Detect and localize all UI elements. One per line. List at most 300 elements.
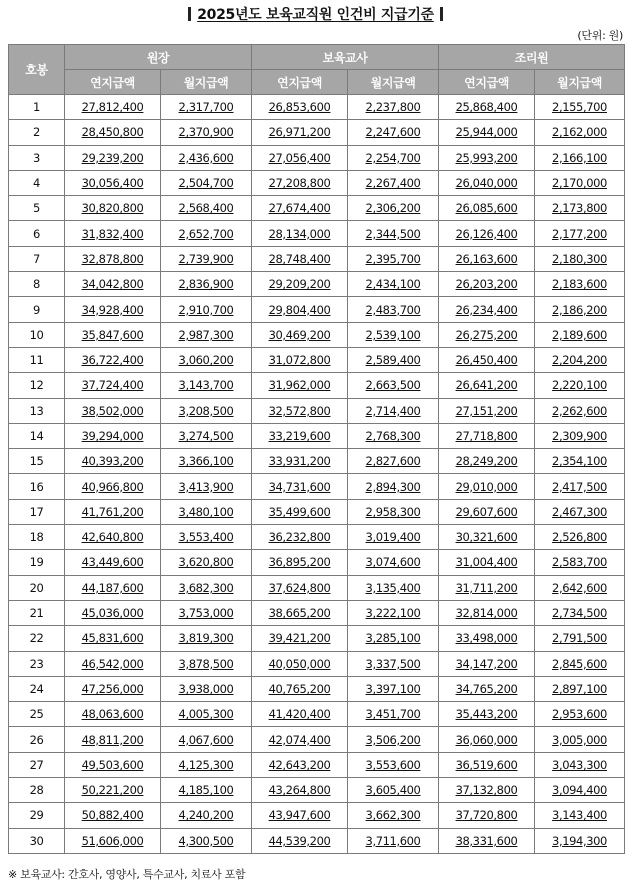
amount-value: 3,711,600 — [365, 833, 421, 848]
cook-monthly — [535, 676, 625, 701]
amount-value: 45,831,600 — [81, 631, 144, 646]
header-step: 호봉 — [9, 45, 65, 95]
cook-annual — [439, 145, 535, 170]
amount-value: 26,641,200 — [455, 378, 518, 393]
cook-monthly — [535, 449, 625, 474]
amount-value: 2,589,400 — [365, 353, 421, 368]
teacher-monthly — [348, 120, 439, 145]
director-monthly — [161, 423, 252, 448]
amount-value: 47,256,000 — [81, 681, 144, 696]
amount-value: 2,170,000 — [552, 176, 607, 191]
director-monthly — [161, 196, 252, 221]
amount-value: 29,804,400 — [268, 302, 331, 317]
amount-value: 44,539,200 — [268, 833, 331, 848]
director-annual — [65, 95, 161, 120]
amount-value: 50,882,400 — [81, 808, 144, 823]
table-row — [9, 828, 625, 853]
cook-monthly — [535, 474, 625, 499]
director-monthly — [161, 398, 252, 423]
cook-monthly — [535, 373, 625, 398]
teacher-monthly — [348, 702, 439, 727]
amount-value: 2,183,600 — [552, 277, 607, 292]
amount-value: 3,938,000 — [178, 681, 234, 696]
cook-annual — [439, 221, 535, 246]
teacher-monthly — [348, 170, 439, 195]
amount-value: 37,720,800 — [455, 808, 518, 823]
director-monthly — [161, 626, 252, 651]
teacher-annual — [252, 170, 348, 195]
cook-annual — [439, 600, 535, 625]
amount-value: 27,812,400 — [81, 100, 144, 115]
amount-value: 2,417,500 — [552, 479, 607, 494]
cook-annual — [439, 727, 535, 752]
step-cell: 9 — [9, 297, 65, 322]
director-monthly — [161, 449, 252, 474]
table-row — [9, 676, 625, 701]
cook-monthly — [535, 246, 625, 271]
teacher-monthly — [348, 373, 439, 398]
cook-annual — [439, 752, 535, 777]
amount-value: 26,085,600 — [455, 201, 518, 216]
title-bar-right — [440, 7, 443, 21]
teacher-monthly — [348, 499, 439, 524]
director-monthly — [161, 828, 252, 853]
amount-value: 2,504,700 — [178, 176, 234, 191]
teacher-annual — [252, 676, 348, 701]
teacher-monthly — [348, 525, 439, 550]
amount-value: 35,847,600 — [81, 327, 144, 342]
table-row — [9, 297, 625, 322]
teacher-monthly — [348, 550, 439, 575]
amount-value: 26,163,600 — [455, 251, 518, 266]
amount-value: 4,067,600 — [178, 732, 234, 747]
amount-value: 2,768,300 — [365, 429, 421, 443]
amount-value: 29,607,600 — [455, 504, 518, 519]
amount-value: 45,036,000 — [81, 606, 144, 621]
amount-value: 2,344,500 — [365, 226, 421, 241]
step-cell: 23 — [9, 651, 65, 676]
amount-value: 3,620,800 — [178, 555, 234, 570]
step-cell: 1 — [9, 95, 65, 120]
director-monthly — [161, 525, 252, 550]
amount-value: 2,958,300 — [365, 504, 421, 519]
header-annual: 연지급액 — [439, 70, 535, 95]
teacher-annual — [252, 272, 348, 297]
table-row — [9, 727, 625, 752]
director-monthly — [161, 221, 252, 246]
teacher-monthly — [348, 449, 439, 474]
amount-value: 2,652,700 — [178, 226, 234, 241]
teacher-annual — [252, 449, 348, 474]
header-group-cook: 조리원 — [439, 45, 625, 70]
amount-value: 44,187,600 — [81, 580, 144, 595]
cook-annual — [439, 803, 535, 828]
amount-value: 26,971,200 — [268, 125, 331, 140]
amount-value: 26,040,000 — [455, 176, 518, 191]
cook-monthly — [535, 550, 625, 575]
director-annual — [65, 702, 161, 727]
amount-value: 42,643,200 — [268, 757, 331, 772]
table-row — [9, 474, 625, 499]
amount-value: 31,004,400 — [455, 555, 518, 570]
director-annual — [65, 246, 161, 271]
amount-value: 2,262,600 — [552, 403, 607, 418]
table-row — [9, 600, 625, 625]
teacher-annual — [252, 803, 348, 828]
director-annual — [65, 651, 161, 676]
amount-value: 39,294,000 — [81, 429, 144, 443]
amount-value: 2,254,700 — [365, 150, 421, 165]
cook-annual — [439, 95, 535, 120]
cook-monthly — [535, 702, 625, 727]
director-monthly — [161, 600, 252, 625]
table-row — [9, 221, 625, 246]
step-cell: 20 — [9, 575, 65, 600]
amount-value: 34,147,200 — [455, 656, 518, 671]
amount-value: 28,450,800 — [81, 125, 144, 140]
director-monthly — [161, 651, 252, 676]
director-annual — [65, 803, 161, 828]
cook-annual — [439, 297, 535, 322]
cook-annual — [439, 246, 535, 271]
amount-value: 50,221,200 — [81, 783, 144, 798]
amount-value: 35,443,200 — [455, 707, 518, 722]
director-monthly — [161, 702, 252, 727]
amount-value: 2,739,900 — [178, 251, 234, 266]
teacher-monthly — [348, 145, 439, 170]
amount-value: 3,553,400 — [178, 530, 234, 545]
cook-monthly — [535, 272, 625, 297]
amount-value: 3,553,600 — [365, 757, 421, 772]
step-cell: 21 — [9, 600, 65, 625]
teacher-monthly — [348, 676, 439, 701]
director-annual — [65, 474, 161, 499]
amount-value: 32,814,000 — [455, 606, 518, 621]
cook-monthly — [535, 145, 625, 170]
cook-monthly — [535, 727, 625, 752]
amount-value: 36,232,800 — [268, 530, 331, 545]
step-cell: 29 — [9, 803, 65, 828]
title-bar-left — [188, 7, 191, 21]
table-row — [9, 347, 625, 372]
amount-value: 38,331,600 — [455, 833, 518, 848]
teacher-annual — [252, 575, 348, 600]
cook-monthly — [535, 499, 625, 524]
amount-value: 2,370,900 — [178, 125, 234, 140]
table-body — [9, 95, 625, 854]
teacher-annual — [252, 474, 348, 499]
cook-monthly — [535, 398, 625, 423]
step-cell: 18 — [9, 525, 65, 550]
director-monthly — [161, 120, 252, 145]
cook-annual — [439, 373, 535, 398]
cook-annual — [439, 575, 535, 600]
amount-value: 31,072,800 — [268, 353, 331, 368]
teacher-monthly — [348, 423, 439, 448]
amount-value: 2,177,200 — [552, 226, 607, 241]
amount-value: 25,993,200 — [455, 150, 518, 165]
director-annual — [65, 727, 161, 752]
director-annual — [65, 272, 161, 297]
page-title — [182, 4, 449, 24]
amount-value: 2,220,100 — [552, 378, 607, 393]
step-cell: 16 — [9, 474, 65, 499]
director-monthly — [161, 145, 252, 170]
director-monthly — [161, 95, 252, 120]
amount-value: 26,450,400 — [455, 353, 518, 368]
amount-value: 2,836,900 — [178, 277, 234, 292]
table-row — [9, 95, 625, 120]
amount-value: 43,449,600 — [81, 555, 144, 570]
unit-label: (단위: 원) — [577, 29, 623, 42]
teacher-annual — [252, 120, 348, 145]
director-annual — [65, 600, 161, 625]
step-cell: 28 — [9, 778, 65, 803]
amount-value: 3,819,300 — [178, 631, 234, 646]
teacher-annual — [252, 525, 348, 550]
table-row — [9, 575, 625, 600]
teacher-monthly — [348, 778, 439, 803]
table-row — [9, 398, 625, 423]
cook-monthly — [535, 575, 625, 600]
amount-value: 3,005,000 — [552, 732, 607, 747]
director-monthly — [161, 272, 252, 297]
cook-monthly — [535, 626, 625, 651]
amount-value: 30,056,400 — [81, 176, 144, 191]
director-monthly — [161, 575, 252, 600]
cook-monthly — [535, 196, 625, 221]
teacher-monthly — [348, 95, 439, 120]
teacher-annual — [252, 95, 348, 120]
amount-value: 2,247,600 — [365, 125, 421, 140]
teacher-annual — [252, 145, 348, 170]
step-cell: 10 — [9, 322, 65, 347]
teacher-annual — [252, 373, 348, 398]
header-monthly: 월지급액 — [535, 70, 625, 95]
director-monthly — [161, 752, 252, 777]
amount-value: 2,483,700 — [365, 302, 421, 317]
table-row — [9, 145, 625, 170]
amount-value: 2,189,600 — [552, 327, 607, 342]
step-cell: 15 — [9, 449, 65, 474]
table-row — [9, 322, 625, 347]
table-row — [9, 752, 625, 777]
amount-value: 2,845,600 — [552, 656, 607, 671]
teacher-annual — [252, 651, 348, 676]
amount-value: 41,761,200 — [81, 504, 144, 519]
cook-monthly — [535, 600, 625, 625]
cook-annual — [439, 651, 535, 676]
amount-value: 3,480,100 — [178, 504, 234, 519]
teacher-annual — [252, 322, 348, 347]
amount-value: 26,203,200 — [455, 277, 518, 292]
step-cell: 24 — [9, 676, 65, 701]
amount-value: 32,572,800 — [268, 403, 331, 418]
director-monthly — [161, 246, 252, 271]
director-monthly — [161, 170, 252, 195]
header-row-groups — [9, 45, 625, 70]
director-annual — [65, 778, 161, 803]
teacher-annual — [252, 246, 348, 271]
table-row — [9, 778, 625, 803]
teacher-annual — [252, 550, 348, 575]
amount-value: 3,143,700 — [178, 378, 234, 393]
step-cell: 22 — [9, 626, 65, 651]
amount-value: 34,765,200 — [455, 681, 518, 696]
teacher-monthly — [348, 196, 439, 221]
amount-value: 3,413,900 — [178, 479, 234, 494]
cook-annual — [439, 778, 535, 803]
director-annual — [65, 525, 161, 550]
amount-value: 33,219,600 — [268, 429, 331, 443]
amount-value: 35,499,600 — [268, 504, 331, 519]
director-monthly — [161, 347, 252, 372]
table-row — [9, 120, 625, 145]
step-cell: 3 — [9, 145, 65, 170]
cook-annual — [439, 423, 535, 448]
step-cell: 8 — [9, 272, 65, 297]
amount-value: 40,966,800 — [81, 479, 144, 494]
director-annual — [65, 373, 161, 398]
director-annual — [65, 828, 161, 853]
amount-value: 26,126,400 — [455, 226, 518, 241]
teacher-monthly — [348, 322, 439, 347]
step-cell: 2 — [9, 120, 65, 145]
table-row — [9, 702, 625, 727]
teacher-annual — [252, 221, 348, 246]
amount-value: 3,043,300 — [552, 757, 607, 772]
title-area — [0, 4, 631, 24]
teacher-annual — [252, 398, 348, 423]
amount-value: 2,267,400 — [365, 176, 421, 191]
teacher-annual — [252, 297, 348, 322]
amount-value: 2,791,500 — [552, 631, 607, 646]
cook-annual — [439, 196, 535, 221]
director-annual — [65, 752, 161, 777]
amount-value: 2,827,600 — [365, 454, 421, 469]
amount-value: 32,878,800 — [81, 251, 144, 266]
amount-value: 2,894,300 — [365, 479, 421, 494]
teacher-monthly — [348, 727, 439, 752]
cook-annual — [439, 828, 535, 853]
teacher-monthly — [348, 347, 439, 372]
amount-value: 26,275,200 — [455, 327, 518, 342]
cook-monthly — [535, 221, 625, 246]
amount-value: 39,421,200 — [268, 631, 331, 646]
amount-value: 2,237,800 — [365, 100, 421, 115]
step-cell: 27 — [9, 752, 65, 777]
header-row-sub — [9, 70, 625, 95]
header-annual: 연지급액 — [252, 70, 348, 95]
cook-monthly — [535, 423, 625, 448]
amount-value: 40,050,000 — [268, 656, 331, 671]
teacher-monthly — [348, 297, 439, 322]
director-annual — [65, 499, 161, 524]
amount-value: 46,542,000 — [81, 656, 144, 671]
amount-value: 25,868,400 — [455, 100, 518, 115]
amount-value: 3,143,400 — [552, 808, 607, 823]
cook-annual — [439, 702, 535, 727]
cook-monthly — [535, 778, 625, 803]
salary-table — [8, 44, 625, 854]
amount-value: 40,765,200 — [268, 681, 331, 696]
amount-value: 37,624,800 — [268, 580, 331, 595]
director-monthly — [161, 499, 252, 524]
amount-value: 48,063,600 — [81, 707, 144, 722]
amount-value: 2,434,100 — [365, 277, 421, 292]
amount-value: 3,135,400 — [365, 580, 421, 595]
step-cell: 26 — [9, 727, 65, 752]
amount-value: 28,134,000 — [268, 226, 331, 241]
cook-annual — [439, 550, 535, 575]
step-cell: 14 — [9, 423, 65, 448]
cook-annual — [439, 676, 535, 701]
page-title-text: 2025년도 보육교직원 인건비 지급기준 — [197, 7, 434, 23]
amount-value: 3,194,300 — [552, 833, 607, 848]
amount-value: 2,539,100 — [365, 327, 421, 342]
director-annual — [65, 297, 161, 322]
table-row — [9, 651, 625, 676]
director-monthly — [161, 322, 252, 347]
amount-value: 3,605,400 — [365, 783, 421, 798]
teacher-monthly — [348, 600, 439, 625]
amount-value: 3,451,700 — [365, 707, 421, 722]
amount-value: 2,309,900 — [552, 429, 607, 443]
director-annual — [65, 575, 161, 600]
amount-value: 34,042,800 — [81, 277, 144, 292]
amount-value: 2,173,800 — [552, 201, 607, 216]
cook-monthly — [535, 297, 625, 322]
amount-value: 30,321,600 — [455, 530, 518, 545]
director-annual — [65, 676, 161, 701]
cook-monthly — [535, 752, 625, 777]
amount-value: 3,285,100 — [365, 631, 421, 646]
amount-value: 41,420,400 — [268, 707, 331, 722]
director-annual — [65, 145, 161, 170]
table-row — [9, 246, 625, 271]
teacher-annual — [252, 828, 348, 853]
table-row — [9, 449, 625, 474]
amount-value: 27,056,400 — [268, 150, 331, 165]
amount-value: 2,436,600 — [178, 150, 234, 165]
director-annual — [65, 322, 161, 347]
amount-value: 30,469,200 — [268, 327, 331, 342]
amount-value: 28,748,400 — [268, 251, 331, 266]
amount-value: 2,354,100 — [552, 454, 607, 469]
teacher-annual — [252, 778, 348, 803]
amount-value: 51,606,000 — [81, 833, 144, 848]
amount-value: 26,853,600 — [268, 100, 331, 115]
cook-annual — [439, 474, 535, 499]
cook-monthly — [535, 170, 625, 195]
amount-value: 3,094,400 — [552, 783, 607, 798]
step-cell: 6 — [9, 221, 65, 246]
director-monthly — [161, 676, 252, 701]
cook-monthly — [535, 803, 625, 828]
director-monthly — [161, 474, 252, 499]
teacher-annual — [252, 727, 348, 752]
amount-value: 40,393,200 — [81, 454, 144, 469]
amount-value: 3,274,500 — [178, 429, 234, 443]
teacher-monthly — [348, 828, 439, 853]
teacher-annual — [252, 626, 348, 651]
teacher-monthly — [348, 752, 439, 777]
amount-value: 4,300,500 — [178, 833, 234, 848]
amount-value: 3,337,500 — [365, 656, 421, 671]
cook-annual — [439, 120, 535, 145]
director-annual — [65, 221, 161, 246]
director-annual — [65, 449, 161, 474]
